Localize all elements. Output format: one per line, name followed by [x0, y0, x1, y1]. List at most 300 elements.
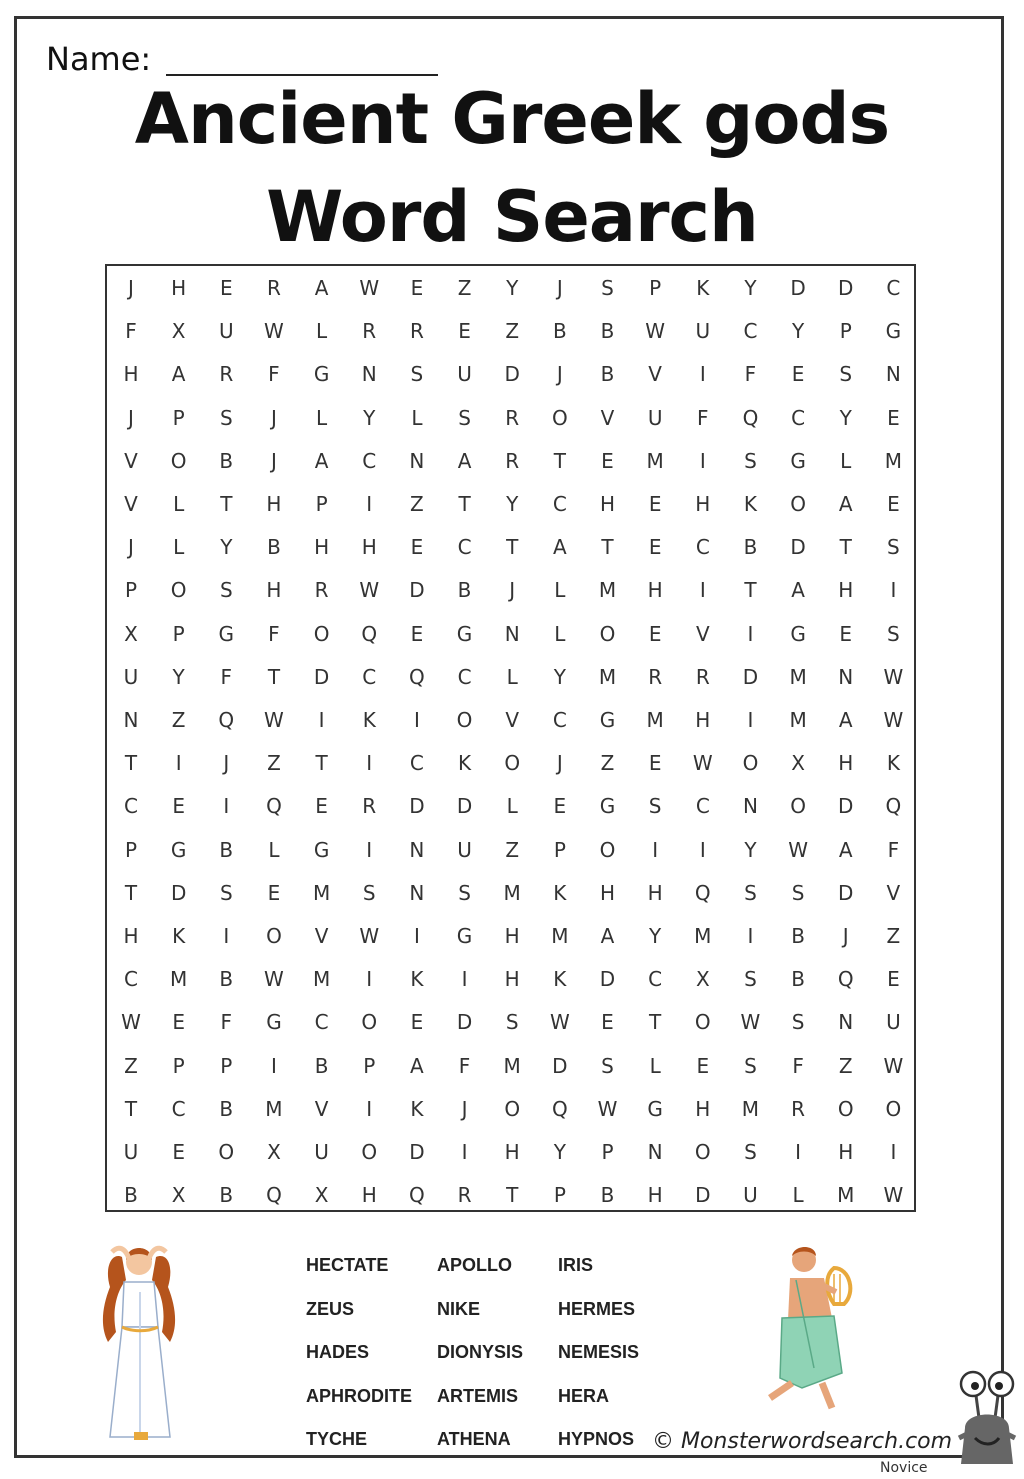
- grid-letter[interactable]: H: [695, 492, 711, 516]
- grid-letter[interactable]: O: [599, 837, 616, 862]
- grid-letter[interactable]: M: [598, 578, 617, 603]
- grid-letter[interactable]: D: [409, 1140, 425, 1164]
- grid-letter[interactable]: K: [886, 751, 900, 776]
- grid-letter[interactable]: F: [458, 1053, 471, 1078]
- grid-letter[interactable]: C: [124, 967, 138, 992]
- grid-letter[interactable]: F: [125, 319, 137, 344]
- grid-letter[interactable]: Q: [885, 794, 902, 819]
- grid-letter[interactable]: D: [695, 1183, 711, 1208]
- grid-letter[interactable]: B: [267, 535, 281, 560]
- grid-letter[interactable]: D: [409, 794, 425, 819]
- grid-letter[interactable]: J: [556, 362, 563, 387]
- grid-letter[interactable]: B: [219, 967, 234, 992]
- grid-letter[interactable]: M: [837, 1183, 855, 1208]
- grid-letter[interactable]: C: [457, 664, 472, 689]
- grid-letter[interactable]: Y: [649, 924, 662, 948]
- grid-letter[interactable]: H: [599, 880, 616, 905]
- grid-letter[interactable]: X: [791, 751, 805, 776]
- grid-letter[interactable]: W: [788, 837, 808, 862]
- grid-letter[interactable]: H: [695, 1096, 711, 1121]
- grid-letter[interactable]: I: [461, 1140, 468, 1164]
- grid-letter[interactable]: F: [268, 362, 280, 387]
- grid-letter[interactable]: B: [219, 1096, 234, 1121]
- grid-letter[interactable]: R: [219, 362, 234, 387]
- grid-letter[interactable]: Z: [410, 492, 424, 516]
- grid-letter[interactable]: D: [838, 880, 854, 905]
- grid-letter[interactable]: G: [218, 621, 235, 646]
- grid-letter[interactable]: X: [695, 967, 710, 992]
- grid-letter[interactable]: B: [457, 578, 472, 603]
- grid-letter[interactable]: E: [267, 880, 281, 905]
- grid-letter[interactable]: V: [314, 1096, 329, 1121]
- grid-letter[interactable]: T: [506, 1183, 519, 1208]
- grid-letter[interactable]: L: [173, 492, 185, 516]
- grid-letter[interactable]: B: [600, 1183, 615, 1208]
- grid-letter[interactable]: U: [457, 837, 472, 862]
- grid-letter[interactable]: Q: [361, 621, 378, 646]
- grid-letter[interactable]: I: [413, 924, 420, 948]
- grid-letter[interactable]: T: [458, 492, 471, 516]
- grid-letter[interactable]: N: [647, 1140, 663, 1164]
- grid-letter[interactable]: T: [649, 1010, 662, 1035]
- grid-letter[interactable]: E: [410, 535, 424, 560]
- grid-letter[interactable]: Y: [553, 1140, 566, 1164]
- grid-letter[interactable]: I: [270, 1053, 277, 1078]
- grid-letter[interactable]: H: [266, 578, 282, 603]
- grid-letter[interactable]: E: [696, 1053, 710, 1078]
- grid-letter[interactable]: W: [597, 1096, 618, 1121]
- grid-letter[interactable]: L: [173, 535, 185, 560]
- grid-letter[interactable]: N: [409, 448, 425, 473]
- grid-letter[interactable]: O: [837, 1096, 854, 1121]
- grid-letter[interactable]: V: [600, 405, 615, 430]
- grid-letter[interactable]: B: [743, 535, 758, 560]
- grid-letter[interactable]: R: [791, 1096, 806, 1121]
- grid-letter[interactable]: C: [695, 535, 710, 560]
- grid-letter[interactable]: F: [887, 837, 900, 862]
- grid-letter[interactable]: C: [552, 492, 567, 516]
- grid-letter[interactable]: V: [695, 621, 710, 646]
- grid-letter[interactable]: W: [645, 319, 666, 344]
- grid-letter[interactable]: R: [266, 276, 281, 300]
- grid-letter[interactable]: H: [266, 492, 282, 516]
- grid-letter[interactable]: H: [838, 578, 854, 603]
- grid-letter[interactable]: I: [366, 1096, 373, 1121]
- grid-letter[interactable]: Y: [506, 492, 519, 516]
- grid-letter[interactable]: F: [220, 1010, 233, 1035]
- grid-letter[interactable]: N: [361, 362, 377, 387]
- grid-letter[interactable]: Z: [886, 924, 901, 948]
- grid-letter[interactable]: G: [790, 621, 806, 646]
- grid-letter[interactable]: D: [790, 276, 806, 300]
- grid-letter[interactable]: V: [505, 708, 520, 732]
- grid-letter[interactable]: R: [505, 448, 520, 473]
- grid-letter[interactable]: E: [601, 1010, 614, 1035]
- grid-letter[interactable]: M: [646, 448, 664, 473]
- grid-letter[interactable]: Y: [744, 276, 757, 300]
- grid-letter[interactable]: M: [694, 924, 712, 948]
- grid-letter[interactable]: S: [839, 362, 853, 387]
- grid-letter[interactable]: A: [314, 448, 329, 473]
- grid-letter[interactable]: G: [313, 837, 330, 862]
- grid-letter[interactable]: K: [696, 276, 710, 300]
- grid-letter[interactable]: E: [887, 967, 900, 992]
- grid-letter[interactable]: Y: [553, 664, 566, 689]
- grid-letter[interactable]: W: [883, 708, 904, 732]
- grid-letter[interactable]: P: [839, 319, 852, 344]
- grid-letter[interactable]: S: [219, 405, 233, 430]
- grid-letter[interactable]: M: [170, 967, 188, 992]
- grid-letter[interactable]: V: [124, 492, 138, 516]
- grid-letter[interactable]: S: [887, 621, 900, 646]
- grid-letter[interactable]: S: [744, 1140, 757, 1164]
- grid-letter[interactable]: H: [504, 1140, 520, 1164]
- grid-letter[interactable]: Y: [172, 664, 185, 689]
- grid-letter[interactable]: W: [883, 1053, 904, 1078]
- grid-letter[interactable]: O: [551, 405, 568, 430]
- grid-letter[interactable]: R: [695, 664, 710, 689]
- grid-letter[interactable]: O: [170, 448, 187, 473]
- grid-letter[interactable]: S: [744, 967, 757, 992]
- grid-letter[interactable]: L: [792, 1183, 804, 1208]
- grid-letter[interactable]: E: [219, 276, 233, 300]
- grid-letter[interactable]: N: [409, 880, 425, 905]
- grid-letter[interactable]: Y: [506, 276, 519, 300]
- grid-letter[interactable]: S: [791, 1010, 805, 1035]
- grid-letter[interactable]: C: [409, 751, 424, 776]
- grid-letter[interactable]: O: [504, 751, 521, 776]
- grid-letter[interactable]: S: [505, 1010, 519, 1035]
- grid-letter[interactable]: G: [599, 794, 616, 819]
- grid-letter[interactable]: I: [461, 967, 468, 992]
- grid-letter[interactable]: I: [175, 751, 182, 776]
- grid-letter[interactable]: M: [503, 880, 521, 905]
- grid-letter[interactable]: T: [267, 664, 281, 689]
- grid-letter[interactable]: M: [646, 708, 664, 732]
- grid-letter[interactable]: U: [123, 664, 139, 689]
- grid-letter[interactable]: J: [461, 1096, 468, 1121]
- grid-letter[interactable]: S: [458, 880, 471, 905]
- grid-letter[interactable]: I: [413, 708, 420, 732]
- grid-letter[interactable]: O: [313, 621, 330, 646]
- grid-letter[interactable]: S: [601, 276, 614, 300]
- grid-letter[interactable]: N: [409, 837, 425, 862]
- grid-letter[interactable]: E: [648, 621, 662, 646]
- grid-letter[interactable]: Z: [171, 708, 186, 732]
- grid-letter[interactable]: N: [123, 708, 139, 732]
- grid-letter[interactable]: P: [601, 1140, 614, 1164]
- grid-letter[interactable]: D: [456, 1010, 473, 1035]
- grid-letter[interactable]: H: [647, 880, 663, 905]
- grid-letter[interactable]: T: [124, 751, 138, 776]
- grid-letter[interactable]: I: [699, 362, 706, 387]
- grid-letter[interactable]: D: [409, 578, 425, 603]
- grid-letter[interactable]: Q: [266, 1183, 282, 1208]
- grid-letter[interactable]: I: [318, 708, 325, 732]
- grid-letter[interactable]: S: [410, 362, 424, 387]
- grid-letter[interactable]: I: [747, 621, 754, 646]
- grid-letter[interactable]: B: [219, 448, 234, 473]
- grid-letter[interactable]: N: [742, 794, 758, 819]
- grid-letter[interactable]: K: [457, 751, 472, 776]
- grid-letter[interactable]: J: [128, 276, 134, 300]
- grid-letter[interactable]: R: [505, 405, 520, 430]
- grid-letter[interactable]: E: [172, 794, 185, 819]
- grid-letter[interactable]: Z: [457, 276, 472, 300]
- grid-letter[interactable]: L: [268, 837, 280, 862]
- grid-letter[interactable]: D: [838, 794, 854, 819]
- grid-letter[interactable]: W: [740, 1010, 761, 1035]
- grid-letter[interactable]: K: [410, 967, 424, 992]
- name-input-line[interactable]: [166, 74, 438, 76]
- grid-letter[interactable]: E: [315, 794, 328, 819]
- grid-letter[interactable]: I: [795, 1140, 802, 1164]
- grid-letter[interactable]: P: [172, 1053, 185, 1078]
- grid-letter[interactable]: J: [556, 751, 563, 776]
- grid-letter[interactable]: B: [124, 1183, 138, 1208]
- grid-letter[interactable]: U: [886, 1010, 901, 1035]
- grid-letter[interactable]: A: [838, 708, 853, 732]
- grid-letter[interactable]: I: [366, 837, 373, 862]
- grid-letter[interactable]: Z: [124, 1053, 138, 1078]
- grid-letter[interactable]: D: [599, 967, 616, 992]
- grid-letter[interactable]: W: [264, 967, 284, 992]
- grid-letter[interactable]: L: [506, 664, 518, 689]
- grid-letter[interactable]: X: [171, 1183, 186, 1208]
- grid-letter[interactable]: X: [314, 1183, 329, 1208]
- grid-letter[interactable]: I: [747, 708, 754, 732]
- grid-letter[interactable]: B: [219, 1183, 234, 1208]
- grid-letter[interactable]: O: [694, 1140, 711, 1164]
- grid-letter[interactable]: W: [359, 276, 380, 300]
- grid-letter[interactable]: I: [699, 837, 706, 862]
- grid-letter[interactable]: A: [838, 492, 853, 516]
- grid-letter[interactable]: X: [267, 1140, 281, 1164]
- grid-letter[interactable]: O: [742, 751, 759, 776]
- grid-letter[interactable]: Q: [694, 880, 711, 905]
- grid-letter[interactable]: O: [790, 794, 806, 819]
- grid-letter[interactable]: Z: [838, 1053, 853, 1078]
- grid-letter[interactable]: B: [791, 924, 805, 948]
- grid-letter[interactable]: A: [171, 362, 186, 387]
- grid-letter[interactable]: C: [362, 448, 377, 473]
- grid-letter[interactable]: D: [456, 794, 473, 819]
- grid-letter[interactable]: Q: [266, 794, 282, 819]
- grid-letter[interactable]: O: [266, 924, 282, 948]
- grid-letter[interactable]: T: [839, 535, 852, 560]
- grid-letter[interactable]: M: [503, 1053, 521, 1078]
- grid-letter[interactable]: I: [699, 578, 706, 603]
- grid-letter[interactable]: Q: [218, 708, 235, 732]
- grid-letter[interactable]: W: [264, 319, 284, 344]
- grid-letter[interactable]: R: [362, 319, 377, 344]
- grid-letter[interactable]: E: [458, 319, 471, 344]
- grid-letter[interactable]: T: [601, 535, 614, 560]
- grid-letter[interactable]: D: [552, 1053, 568, 1078]
- grid-letter[interactable]: M: [312, 967, 331, 992]
- grid-letter[interactable]: G: [647, 1096, 663, 1121]
- grid-letter[interactable]: E: [172, 1010, 185, 1035]
- grid-letter[interactable]: L: [554, 621, 566, 646]
- grid-letter[interactable]: H: [647, 578, 663, 603]
- grid-letter[interactable]: G: [790, 448, 806, 473]
- grid-letter[interactable]: X: [171, 319, 186, 344]
- grid-letter[interactable]: B: [314, 1053, 329, 1078]
- grid-letter[interactable]: H: [838, 1140, 854, 1164]
- grid-letter[interactable]: Z: [600, 751, 615, 776]
- grid-letter[interactable]: J: [128, 405, 134, 430]
- grid-letter[interactable]: I: [223, 794, 230, 819]
- grid-letter[interactable]: Y: [363, 405, 376, 430]
- grid-letter[interactable]: O: [885, 1096, 902, 1121]
- grid-letter[interactable]: E: [887, 492, 900, 516]
- grid-letter[interactable]: O: [361, 1010, 378, 1035]
- grid-letter[interactable]: H: [123, 924, 139, 948]
- grid-letter[interactable]: M: [789, 708, 807, 732]
- grid-letter[interactable]: M: [551, 924, 569, 948]
- grid-letter[interactable]: C: [552, 708, 567, 732]
- grid-letter[interactable]: H: [361, 535, 377, 560]
- grid-letter[interactable]: T: [124, 880, 138, 905]
- grid-letter[interactable]: U: [695, 319, 711, 344]
- grid-letter[interactable]: M: [265, 1096, 283, 1121]
- grid-letter[interactable]: P: [220, 1053, 233, 1078]
- grid-letter[interactable]: I: [366, 967, 373, 992]
- grid-letter[interactable]: R: [648, 664, 663, 689]
- grid-letter[interactable]: R: [362, 794, 377, 819]
- grid-letter[interactable]: C: [886, 276, 901, 300]
- grid-letter[interactable]: O: [361, 1140, 378, 1164]
- grid-letter[interactable]: Q: [409, 664, 425, 689]
- grid-letter[interactable]: H: [504, 967, 520, 992]
- grid-letter[interactable]: A: [314, 276, 329, 300]
- grid-letter[interactable]: C: [314, 1010, 329, 1035]
- grid-letter[interactable]: U: [218, 319, 234, 344]
- grid-letter[interactable]: A: [553, 535, 567, 560]
- grid-letter[interactable]: P: [315, 492, 328, 516]
- grid-letter[interactable]: F: [697, 405, 709, 430]
- grid-letter[interactable]: P: [172, 405, 185, 430]
- grid-letter[interactable]: P: [363, 1053, 376, 1078]
- grid-letter[interactable]: S: [601, 1053, 614, 1078]
- grid-letter[interactable]: Q: [409, 1183, 425, 1208]
- grid-letter[interactable]: E: [887, 405, 900, 430]
- grid-letter[interactable]: H: [695, 708, 711, 732]
- grid-letter[interactable]: R: [457, 1183, 472, 1208]
- grid-letter[interactable]: D: [790, 535, 806, 560]
- grid-letter[interactable]: Q: [742, 405, 759, 430]
- grid-letter[interactable]: S: [744, 1053, 757, 1078]
- grid-letter[interactable]: Y: [220, 535, 233, 560]
- grid-letter[interactable]: U: [123, 1140, 139, 1164]
- grid-letter[interactable]: O: [694, 1010, 711, 1035]
- grid-letter[interactable]: E: [791, 362, 805, 387]
- grid-letter[interactable]: H: [599, 492, 616, 516]
- grid-letter[interactable]: A: [838, 837, 853, 862]
- grid-letter[interactable]: C: [171, 1096, 186, 1121]
- grid-letter[interactable]: V: [648, 362, 662, 387]
- grid-letter[interactable]: H: [314, 535, 330, 560]
- grid-letter[interactable]: Y: [791, 319, 805, 344]
- grid-letter[interactable]: U: [743, 1183, 758, 1208]
- grid-letter[interactable]: F: [268, 621, 280, 646]
- grid-letter[interactable]: B: [600, 362, 615, 387]
- grid-letter[interactable]: W: [692, 751, 713, 776]
- grid-letter[interactable]: C: [695, 794, 710, 819]
- grid-letter[interactable]: C: [362, 664, 377, 689]
- grid-letter[interactable]: G: [266, 1010, 282, 1035]
- grid-letter[interactable]: S: [648, 794, 662, 819]
- grid-letter[interactable]: L: [554, 578, 566, 603]
- grid-letter[interactable]: T: [315, 751, 328, 776]
- grid-letter[interactable]: N: [885, 362, 901, 387]
- grid-letter[interactable]: O: [218, 1140, 235, 1164]
- grid-letter[interactable]: J: [128, 535, 134, 560]
- grid-letter[interactable]: P: [649, 276, 662, 300]
- grid-letter[interactable]: E: [648, 535, 662, 560]
- grid-letter[interactable]: D: [504, 362, 520, 387]
- grid-letter[interactable]: E: [410, 276, 424, 300]
- grid-letter[interactable]: A: [410, 1053, 424, 1078]
- grid-letter[interactable]: V: [314, 924, 329, 948]
- grid-letter[interactable]: I: [747, 924, 754, 948]
- grid-letter[interactable]: E: [839, 621, 853, 646]
- grid-letter[interactable]: T: [220, 492, 233, 516]
- grid-letter[interactable]: J: [509, 578, 516, 603]
- grid-letter[interactable]: F: [792, 1053, 804, 1078]
- grid-letter[interactable]: N: [838, 1010, 854, 1035]
- grid-letter[interactable]: T: [744, 578, 757, 603]
- grid-letter[interactable]: T: [124, 1096, 138, 1121]
- grid-letter[interactable]: L: [411, 405, 423, 430]
- grid-letter[interactable]: W: [549, 1010, 570, 1035]
- grid-letter[interactable]: S: [219, 578, 233, 603]
- grid-letter[interactable]: W: [883, 1183, 904, 1208]
- grid-letter[interactable]: G: [313, 362, 330, 387]
- grid-letter[interactable]: M: [884, 448, 903, 473]
- grid-letter[interactable]: K: [172, 924, 186, 948]
- grid-letter[interactable]: J: [842, 924, 849, 948]
- grid-letter[interactable]: Y: [839, 405, 852, 430]
- grid-letter[interactable]: S: [744, 880, 757, 905]
- grid-letter[interactable]: G: [599, 708, 616, 732]
- grid-letter[interactable]: A: [791, 578, 805, 603]
- grid-letter[interactable]: U: [314, 1140, 329, 1164]
- grid-letter[interactable]: Q: [551, 1096, 568, 1121]
- grid-letter[interactable]: H: [123, 362, 139, 387]
- grid-letter[interactable]: I: [699, 448, 706, 473]
- grid-letter[interactable]: S: [362, 880, 376, 905]
- grid-letter[interactable]: W: [359, 924, 380, 948]
- grid-letter[interactable]: C: [124, 794, 138, 819]
- grid-letter[interactable]: P: [553, 1183, 566, 1208]
- grid-letter[interactable]: M: [598, 664, 617, 689]
- grid-letter[interactable]: H: [504, 924, 520, 948]
- grid-letter[interactable]: F: [744, 362, 757, 387]
- grid-letter[interactable]: H: [171, 276, 187, 300]
- grid-letter[interactable]: E: [410, 1010, 424, 1035]
- grid-letter[interactable]: D: [838, 276, 854, 300]
- grid-letter[interactable]: R: [314, 578, 329, 603]
- grid-letter[interactable]: I: [223, 924, 230, 948]
- grid-letter[interactable]: S: [744, 448, 757, 473]
- grid-letter[interactable]: G: [456, 621, 473, 646]
- grid-letter[interactable]: E: [553, 794, 567, 819]
- grid-letter[interactable]: K: [743, 492, 757, 516]
- grid-letter[interactable]: D: [742, 664, 759, 689]
- grid-letter[interactable]: L: [506, 794, 518, 819]
- grid-letter[interactable]: H: [361, 1183, 377, 1208]
